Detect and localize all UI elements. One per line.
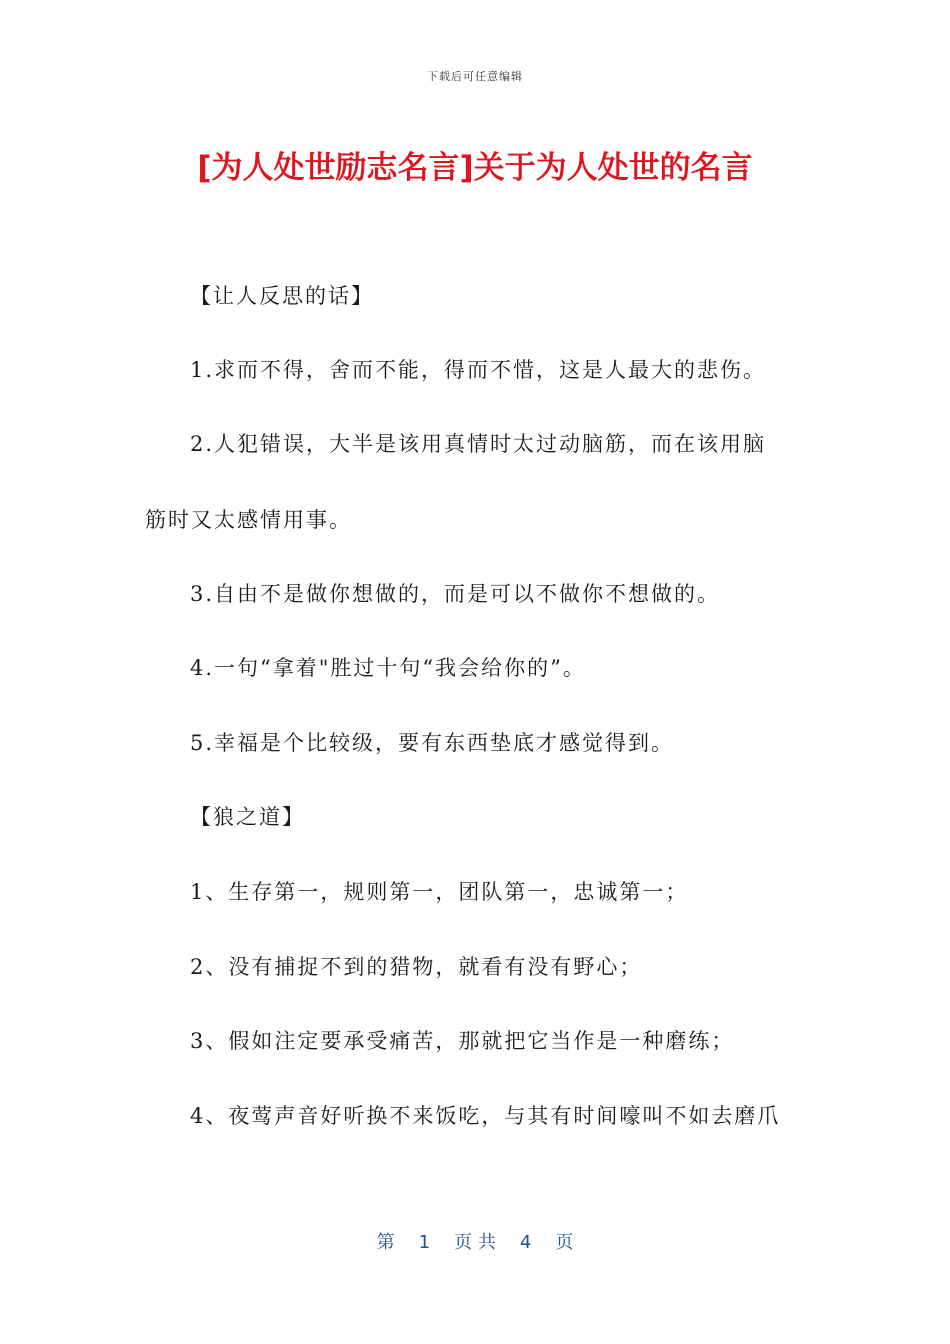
footer-suffix: 页 [555,1232,574,1253]
footer-middle: 页 共 [454,1232,496,1253]
quote-line-1: 1.求而不得，舍而不能，得而不惜，这是人最大的悲伤。 [190,358,767,382]
wolf-line-3: 3、假如注定要承受痛苦，那就把它当作是一种磨练； [190,1029,735,1053]
wolf-line-2: 2、没有捕捉不到的猎物，就看有没有野心； [190,955,643,979]
quote-line-4: 4.一句“拿着"胜过十句“我会给你的”。 [190,656,586,680]
footer-prefix: 第 [376,1232,395,1253]
wolf-line-4: 4、夜莺声音好听换不来饭吃，与其有时间嚎叫不如去磨爪 [190,1104,781,1128]
wolf-line-1: 1、生存第一，规则第一，团队第一，忠诚第一； [190,880,689,904]
footer-page-number: 1 [418,1232,431,1253]
footer-total-pages: 4 [519,1232,532,1253]
quote-line-3: 3.自由不是做你想做的，而是可以不做你不想做的。 [190,582,721,606]
section-heading-wolf: 【狼之道】 [190,805,305,829]
page-footer [0,1228,950,1254]
quote-line-2-continued: 筋时又太感情用事。 [145,508,352,532]
document-title: [为人处世励志名言]关于为人处世的名言 [197,150,753,186]
section-heading-reflection: 【让人反思的话】 [190,284,374,308]
quote-line-5: 5.幸福是个比较级，要有东西垫底才感觉得到。 [190,731,675,755]
quote-line-2: 2.人犯错误，大半是该用真情时太过动脑筋，而在该用脑 [190,432,767,456]
header-note: 下载后可任意编辑 [427,70,523,83]
